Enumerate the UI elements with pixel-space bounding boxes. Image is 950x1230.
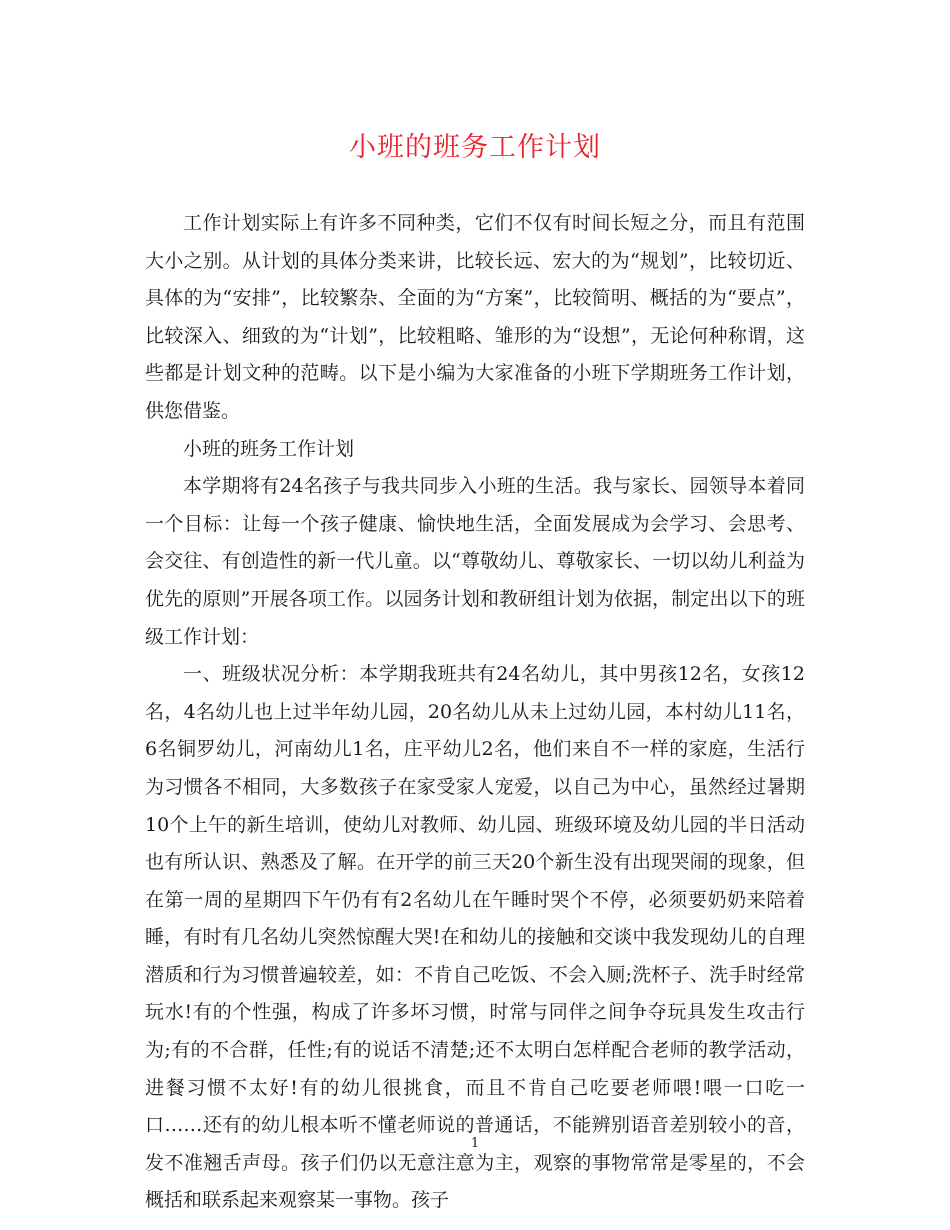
class-analysis-paragraph: 一、班级状况分析：本学期我班共有24名幼儿，其中男孩12名，女孩12名，4名幼儿也上过半年幼儿园，20名幼儿从未上过幼儿园，本村幼儿11名，6名铜罗幼儿，河南幼儿1名，庄平幼儿2名，他们来自不一样的家庭，生活行为习惯各不相同，大多数孩子在家受家人宠爱，以自己为中心，虽然经过暑期10个上午的新生培训，使幼儿对教师、幼儿园、班级环境及幼儿园的半日活动也有所认识、熟悉及了解。在开学的前三天20个新生没有出现哭闹的现象，但在第一周的星期四下午仍有有2名幼儿在午睡时哭个不停，必须要奶奶来陪着睡，有时有几名幼儿突然惊醒大哭!在和幼儿的接触和交谈中我发现幼儿的自理潜质和行为习惯普遍较差，如：不肯自己吃饭、不会入厕;洗杯子、洗手时经常玩水!有的个性强，构成了许多坏习惯，时常与同伴之间争夺玩具发生攻击行为;有的不合群，任性;有的说话不清楚;还不太明白怎样配合老师的教学活动，进餐习惯不太好!有的幼儿很挑食，而且不肯自己吃要老师喂!喂一口吃一口……还有的幼儿根本听不懂老师说的普通话，不能辨别语音差别较小的音，发不准翘舌声母。孩子们仍以无意注意为主，观察的事物常常是零星的，不会概括和联系起来观察某一事物。孩子 xyxy=(145,663,805,1212)
document-title: 小班的班务工作计划 xyxy=(349,132,601,163)
intro-paragraph: 工作计划实际上有许多不同种类，它们不仅有时间长短之分，而且有范围大小之别。从计划的具体分类来讲，比较长远、宏大的为“规划”，比较切近、具体的为“安排”，比较繁杂、全面的为“方案”，比较简明、概括的为“要点”，比较深入、细致的为“计划”，比较粗略、雏形的为“设想”，无论何种称谓，这些都是计划文种的范畴。以下是小编为大家准备的小班下学期班务工作计划，供您借鉴。 xyxy=(145,212,805,422)
document-body xyxy=(145,205,805,1220)
page-number: 1 xyxy=(470,1136,480,1151)
section-heading: 小班的班务工作计划 xyxy=(183,437,355,460)
goal-paragraph: 本学期将有24名孩子与我共同步入小班的生活。我与家长、园领导本着同一个目标：让每一个孩子健康、愉快地生活，全面发展成为会学习、会思考、会交往、有创造性的新一代儿童。以“尊敬幼儿、尊敬家长、一切以幼儿利益为优先的原则”开展各项工作。以园务计划和教研组计划为依据，制定出以下的班级工作计划： xyxy=(145,475,805,648)
